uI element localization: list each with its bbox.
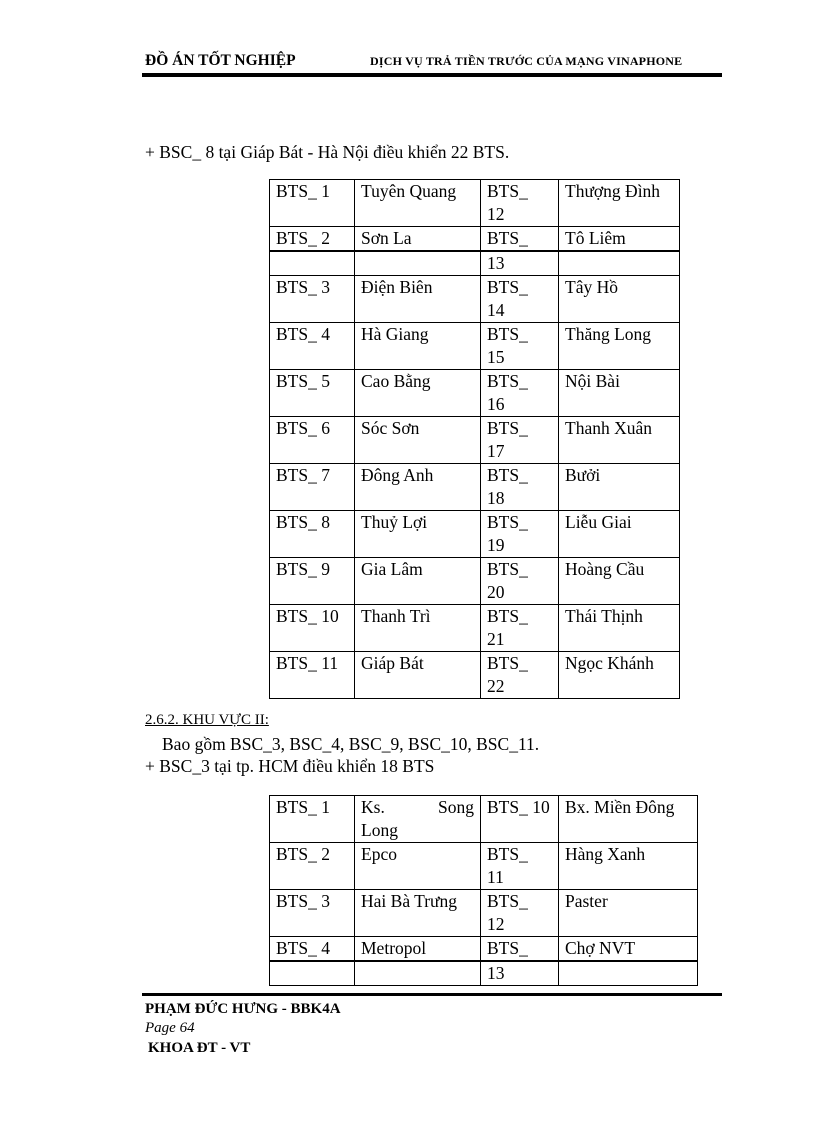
- table-row: [270, 180, 680, 227]
- table-row: [270, 370, 680, 417]
- table-cell: Ngọc Khánh: [559, 652, 680, 699]
- table-cell: Chợ NVT: [559, 937, 698, 962]
- table-cell: BTS_ 3: [270, 276, 355, 323]
- table-cell: Thượng Đình: [559, 180, 680, 227]
- table-cell: 13: [481, 961, 559, 986]
- footer-rule: [142, 993, 722, 996]
- cell-word: Song: [438, 797, 474, 817]
- table-row: [270, 937, 698, 962]
- table-row: [270, 511, 680, 558]
- table-cell: BTS_ 16: [481, 370, 559, 417]
- table-cell: [355, 796, 481, 843]
- table-cell: BTS_ 1: [270, 796, 355, 843]
- section-line-2: + BSC_3 tại tp. HCM điều khiển 18 BTS: [145, 756, 435, 776]
- table-cell: BTS_ 4: [270, 323, 355, 370]
- table-row: [270, 558, 680, 605]
- table-cell: Gia Lâm: [355, 558, 481, 605]
- table-row: [270, 276, 680, 323]
- table-cell: BTS_ 7: [270, 464, 355, 511]
- section-line-1: Bao gồm BSC_3, BSC_4, BSC_9, BSC_10, BSC_11.: [162, 734, 540, 754]
- table-cell: BTS_ 15: [481, 323, 559, 370]
- cell-word: Long: [361, 820, 398, 840]
- table-cell: Cao Bằng: [355, 370, 481, 417]
- table-row: [270, 961, 698, 986]
- header-title-right: DỊCH VỤ TRẢ TIỀN TRƯỚC CỦA MẠNG VINAPHONE: [370, 54, 683, 68]
- table-cell: BTS_ 4: [270, 937, 355, 962]
- cell-word: Ks.: [361, 797, 385, 817]
- table-cell: BTS_ 2: [270, 843, 355, 890]
- table-cell: Hà Giang: [355, 323, 481, 370]
- table-cell: Nội Bài: [559, 370, 680, 417]
- header-rule: [142, 73, 722, 77]
- table-cell: Sóc Sơn: [355, 417, 481, 464]
- table-cell: Epco: [355, 843, 481, 890]
- table-cell: Sơn La: [355, 227, 481, 252]
- table-cell: Thuỷ Lợi: [355, 511, 481, 558]
- table-row: [270, 227, 680, 252]
- table-cell: Tuyên Quang: [355, 180, 481, 227]
- table-cell: BTS_ 12: [481, 180, 559, 227]
- table-cell: 13: [481, 251, 559, 276]
- table-cell: BTS_: [481, 937, 559, 962]
- table-cell: [270, 961, 355, 986]
- table-cell: BTS_ 20: [481, 558, 559, 605]
- table-cell: [355, 961, 481, 986]
- table-row: [270, 464, 680, 511]
- table-cell: BTS_ 14: [481, 276, 559, 323]
- table-row: [270, 323, 680, 370]
- table-cell: Thanh Xuân: [559, 417, 680, 464]
- table-row: [270, 652, 680, 699]
- table-cell: BTS_ 12: [481, 890, 559, 937]
- bts-table-1: [269, 179, 680, 699]
- table-cell: [559, 251, 680, 276]
- footer-author: PHẠM ĐỨC HƯNG - BBK4A: [145, 1001, 341, 1017]
- table-cell: [355, 251, 481, 276]
- table-cell: Giáp Bát: [355, 652, 481, 699]
- table-cell: BTS_: [481, 227, 559, 252]
- table-cell: Điện Biên: [355, 276, 481, 323]
- table-cell: Liễu Giai: [559, 511, 680, 558]
- table-cell: Hàng Xanh: [559, 843, 698, 890]
- table-cell: BTS_ 19: [481, 511, 559, 558]
- bts-table-2: [269, 795, 698, 986]
- table-row: [270, 251, 680, 276]
- table-row: [270, 796, 698, 843]
- table-cell: Bx. Miền Đông: [559, 796, 698, 843]
- table-cell: Hoàng Cầu: [559, 558, 680, 605]
- table-cell: Bưởi: [559, 464, 680, 511]
- table-cell: BTS_ 9: [270, 558, 355, 605]
- table-cell: BTS_ 10: [270, 605, 355, 652]
- table-row: [270, 417, 680, 464]
- table-cell: [559, 961, 698, 986]
- table-cell: BTS_ 17: [481, 417, 559, 464]
- intro-line: + BSC_ 8 tại Giáp Bát - Hà Nội điều khiển 22 BTS.: [145, 142, 510, 162]
- header-title-left: ĐỒ ÁN TỐT NGHIỆP: [145, 52, 296, 69]
- table-row: [270, 843, 698, 890]
- table-cell: BTS_ 3: [270, 890, 355, 937]
- table-cell: BTS_ 18: [481, 464, 559, 511]
- section-heading: 2.6.2. KHU VỰC II:: [145, 712, 269, 728]
- table-cell: Thanh Trì: [355, 605, 481, 652]
- table-cell: Đông Anh: [355, 464, 481, 511]
- table-cell: Hai Bà Trưng: [355, 890, 481, 937]
- footer-page-number: Page 64: [145, 1020, 195, 1036]
- table-row: [270, 890, 698, 937]
- table-cell: Metropol: [355, 937, 481, 962]
- table-cell: BTS_ 10: [481, 796, 559, 843]
- table-cell: BTS_ 2: [270, 227, 355, 252]
- table-cell: BTS_ 21: [481, 605, 559, 652]
- table-cell: Thăng Long: [559, 323, 680, 370]
- table-cell: BTS_ 22: [481, 652, 559, 699]
- table-cell: Tây Hồ: [559, 276, 680, 323]
- table-cell: Paster: [559, 890, 698, 937]
- footer-department: KHOA ĐT - VT: [148, 1040, 251, 1056]
- table-cell: BTS_ 11: [481, 843, 559, 890]
- table-cell: BTS_ 8: [270, 511, 355, 558]
- table-cell: Tô Liêm: [559, 227, 680, 252]
- table-cell: BTS_ 5: [270, 370, 355, 417]
- table-cell: Thái Thịnh: [559, 605, 680, 652]
- table-cell: BTS_ 1: [270, 180, 355, 227]
- table-cell: BTS_ 6: [270, 417, 355, 464]
- table-row: [270, 605, 680, 652]
- table-cell: BTS_ 11: [270, 652, 355, 699]
- table-cell: [270, 251, 355, 276]
